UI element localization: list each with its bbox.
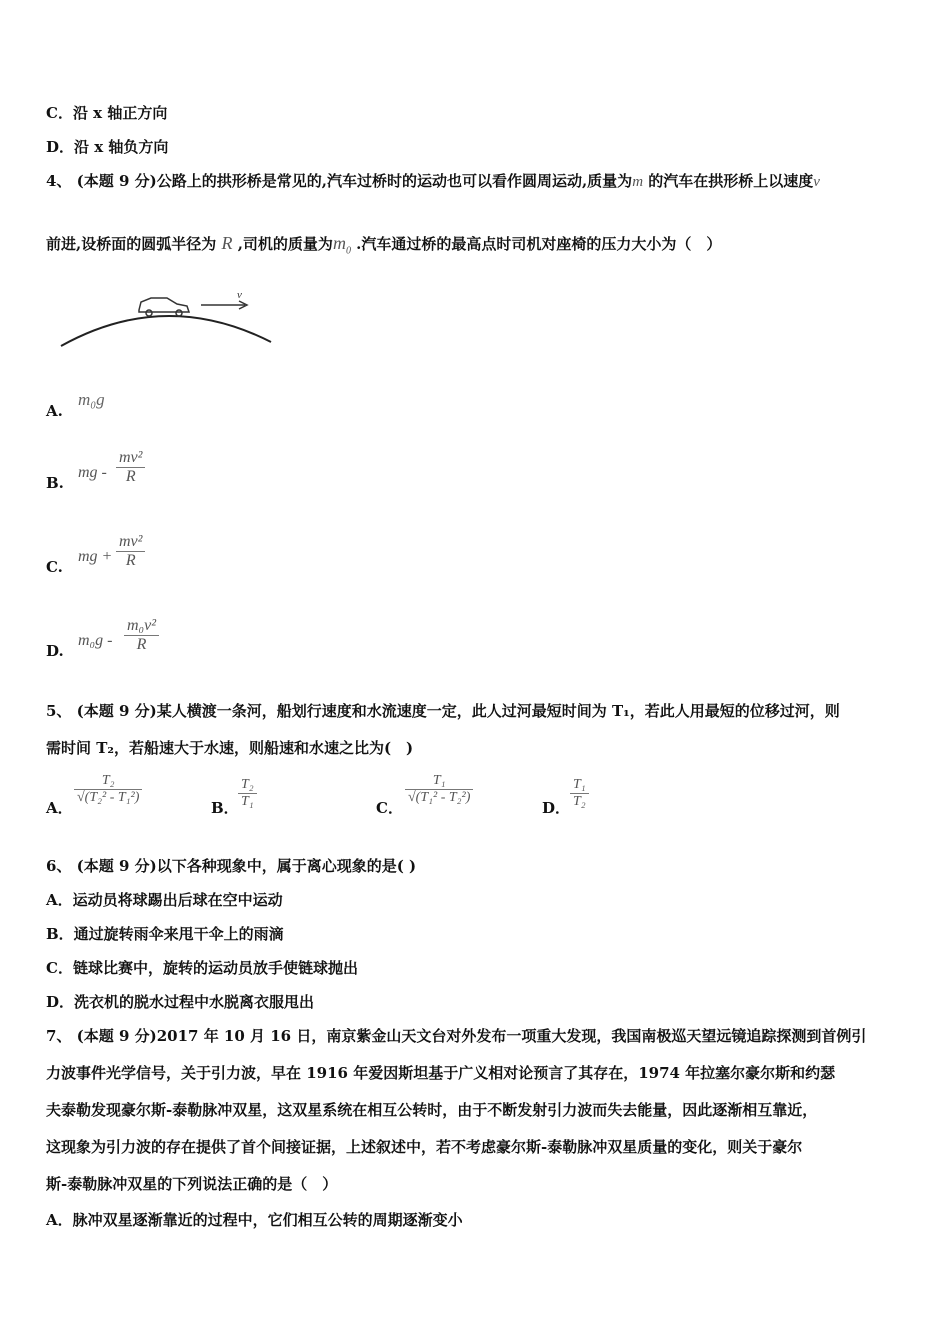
option-c-prev: C．沿 x 轴正方向 [46,104,168,122]
q4-option-a-expr: m₀g [78,390,105,409]
q7-option-a: A．脉冲双星逐渐靠近的过程中，它们相互公转的周期逐渐变小 [46,1211,463,1229]
var-R: R [221,233,233,253]
q6-option-c: C．链球比赛中，旋转的运动员放手使链球抛出 [46,959,358,977]
velocity-arrow-icon [201,301,247,309]
velocity-label: v [237,289,242,301]
q5-option-d-label: D． [542,799,571,817]
q4-option-d-label: D. [46,642,64,660]
q5-option-b-label: B． [211,799,239,817]
q5-option-d-fraction: T₁ T₂ [570,777,589,810]
var-m0: $m_0$ [332,233,351,257]
q4-option-b-fraction: mv² R [116,449,145,486]
option-d-prev: D．沿 x 轴负方向 [46,138,169,156]
q4-stem-line2: 前进,设桥面的圆弧半径为 R ,司机的质量为$m_0$ .汽车通过桥的最高点时司机对座椅的压力大小为（ ） [46,233,722,257]
q4-option-c-lead: mg + [78,548,113,565]
q4-option-d-fraction: m₀v² R [124,617,159,654]
bridge-arc [61,316,271,346]
q7-stem-line4: 这现象为引力波的存在提供了首个间接证据，上述叙述中，若不考虑豪尔斯-泰勒脉冲双星质量的变化，则关于豪尔 [46,1138,803,1156]
q6-option-a: A．运动员将球踢出后球在空中运动 [46,891,283,909]
q7-stem-line5: 斯-泰勒脉冲双星的下列说法正确的是（ ） [46,1175,338,1193]
q5-option-b-fraction: T₂ T₁ [238,777,257,810]
q4-option-b-label: B. [46,474,64,492]
q5-option-a-fraction: T₂ √(T₂² - T₁²) [74,773,142,806]
q5-option-a-label: A． [46,799,73,817]
q4-option-d-lead: m₀g - [78,632,113,649]
var-v: v [813,174,820,190]
q4-option-b-lead: mg - [78,464,107,481]
q6-stem: 6、 (本题 9 分)以下各种现象中，属于离心现象的是( ) [46,857,417,875]
q7-stem-line3: 夫泰勒发现豪尔斯-泰勒脉冲双星，这双星系统在相互公转时，由于不断发射引力波而失去能量，因此逐渐相互靠近， [46,1101,818,1119]
q5-option-c-label: C． [376,799,403,817]
q4-stem-line1: 4、 (本题 9 分)公路上的拱形桥是常见的,汽车过桥时的运动也可以看作圆周运动,质量为m 的汽车在拱形桥上以速度v [46,172,820,190]
q5-option-c-fraction: T₁ √(T₁² - T₂²) [405,773,473,806]
q4-option-c-fraction: mv² R [116,533,145,570]
q7-stem-line2: 力波事件光学信号，关于引力波，早在 1916 年爱因斯坦基于广义相对论预言了其存在，1974 年拉塞尔豪尔斯和约瑟 [46,1064,836,1082]
q4-option-c-label: C. [46,558,63,576]
var-m: m [632,174,644,190]
q6-option-d: D．洗衣机的脱水过程中水脱离衣服甩出 [46,993,315,1011]
bridge-figure [55,282,285,357]
car-icon [139,298,189,316]
q4-option-a-label: A. [46,402,63,420]
q6-option-b: B．通过旋转雨伞来甩干伞上的雨滴 [46,925,284,943]
q5-stem-line1: 5、 (本题 9 分)某人横渡一条河，船划行速度和水流速度一定，此人过河最短时间为 T₁，若此人用最短的位移过河，则 [46,702,840,720]
q7-stem-line1: 7、 (本题 9 分)2017 年 10 月 16 日，南京紫金山天文台对外发布一项重大发现，我国南极巡天望远镜追踪探测到首例引 [46,1027,867,1045]
q5-stem-line2: 需时间 T₂，若船速大于水速，则船速和水速之比为( ) [46,739,414,757]
